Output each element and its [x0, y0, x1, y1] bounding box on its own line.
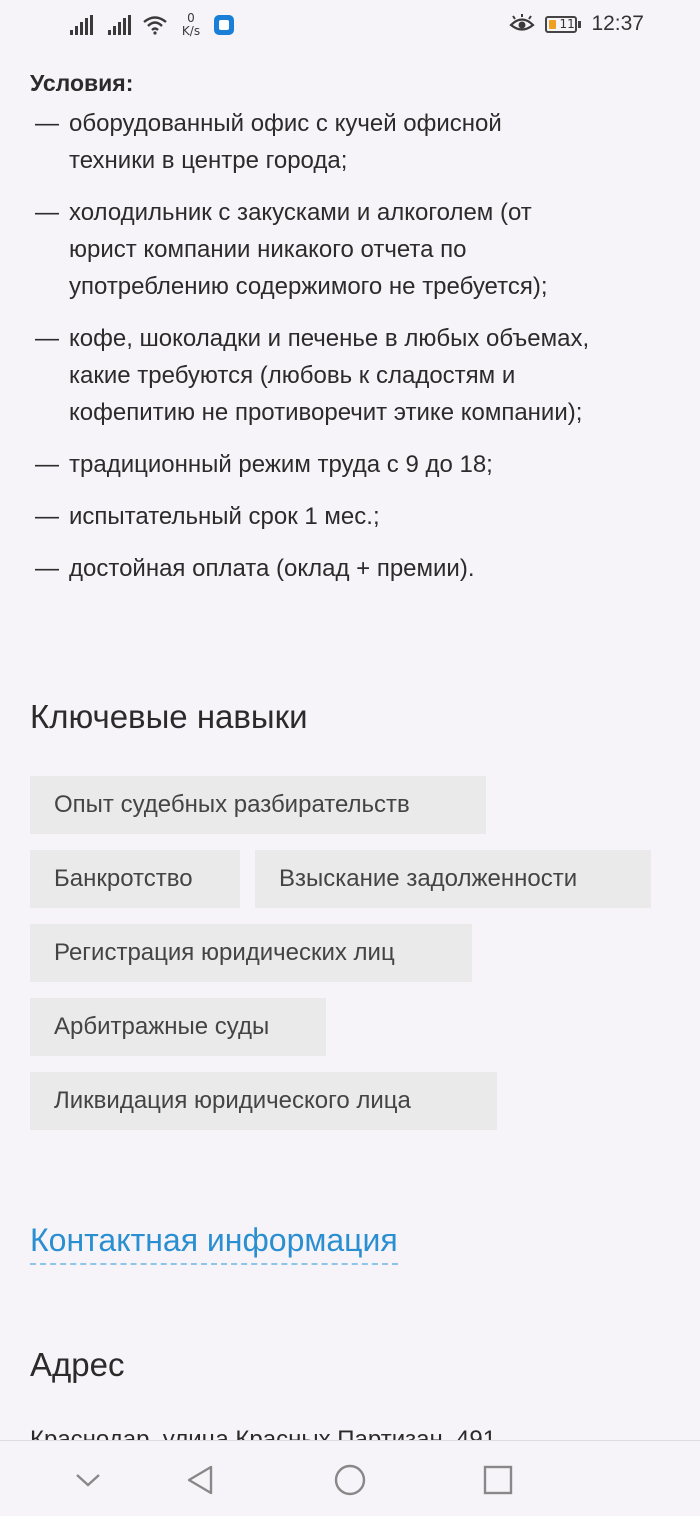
- skill-chip[interactable]: Опыт судебных разбирательств: [30, 776, 486, 834]
- eye-comfort-icon: [509, 14, 535, 34]
- condition-item: [30, 498, 680, 535]
- condition-item: [30, 105, 680, 179]
- system-nav-bar: [0, 1440, 700, 1516]
- skill-chip[interactable]: Банкротство: [30, 850, 240, 908]
- condition-item: [30, 194, 680, 305]
- address-title: Адрес: [30, 1346, 125, 1383]
- battery-level: 11: [559, 16, 575, 31]
- signal-icon: [108, 15, 132, 35]
- skill-chip[interactable]: Арбитражные суды: [30, 998, 326, 1056]
- contact-info-link[interactable]: Контактная информация: [30, 1222, 398, 1265]
- network-speed-unit: K/s: [181, 24, 201, 38]
- status-clock: 12:37: [591, 12, 644, 35]
- condition-line: достойная оплата (оклад + премии).: [69, 555, 475, 582]
- status-bar: [0, 0, 700, 56]
- chevron-down-icon[interactable]: [71, 1463, 105, 1497]
- app-notification-icon: [214, 15, 234, 35]
- skill-chip[interactable]: Ликвидация юридического лица: [30, 1072, 497, 1130]
- condition-line: употреблению содержимого не требуется);: [69, 273, 548, 300]
- condition-line: традиционный режим труда с 9 до 18;: [69, 451, 493, 478]
- condition-line: техники в центре города;: [69, 147, 348, 174]
- condition-line: испытательный срок 1 мес.;: [69, 503, 380, 530]
- list-dash: —: [35, 199, 59, 226]
- recents-icon[interactable]: [481, 1463, 515, 1497]
- conditions-list: [30, 105, 680, 587]
- vacancy-conditions: [30, 70, 680, 602]
- condition-line: оборудованный офис с кучей офисной: [69, 110, 502, 137]
- condition-line: холодильник с закусками и алкоголем (от: [69, 199, 532, 226]
- condition-line: кофе, шоколадки и печенье в любых объемах,: [69, 325, 590, 352]
- list-dash: —: [35, 325, 59, 352]
- home-icon[interactable]: [333, 1463, 367, 1497]
- skill-chip[interactable]: Взыскание задолженности: [255, 850, 651, 908]
- list-dash: —: [35, 555, 59, 582]
- condition-line: юрист компании никакого отчета по: [69, 236, 467, 263]
- skill-chip[interactable]: Регистрация юридических лиц: [30, 924, 472, 982]
- list-dash: —: [35, 503, 59, 530]
- signal-icon: [70, 15, 94, 35]
- condition-line: кофепитию не противоречит этике компании);: [69, 399, 583, 426]
- conditions-title: Условия:: [30, 70, 134, 96]
- back-icon[interactable]: [183, 1463, 217, 1497]
- list-dash: —: [35, 451, 59, 478]
- skills-title: Ключевые навыки: [30, 698, 308, 735]
- network-speed: [178, 12, 204, 38]
- condition-item: [30, 320, 680, 431]
- wifi-icon: [142, 15, 168, 35]
- network-speed-value: 0: [187, 11, 195, 25]
- condition-line: какие требуются (любовь к сладостям и: [69, 362, 516, 389]
- battery-icon: [545, 16, 581, 33]
- list-dash: —: [35, 110, 59, 137]
- condition-item: [30, 446, 680, 483]
- condition-item: [30, 550, 680, 587]
